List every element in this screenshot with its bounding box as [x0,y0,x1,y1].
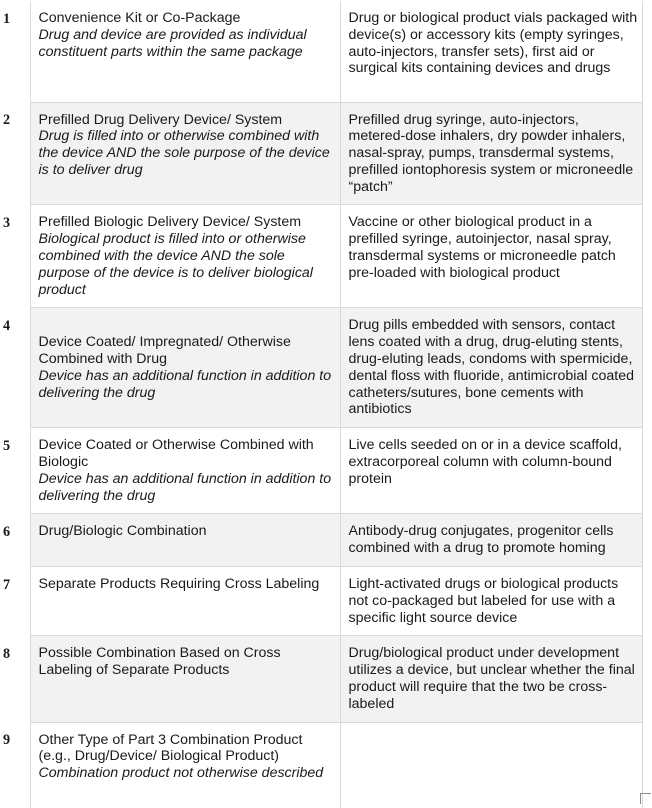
combination-type-title: Separate Products Requiring Cross Labeling [38,576,320,593]
examples-cell [340,722,642,808]
combination-type-description: Device has an additional function in addition to delivering the drug [38,367,332,401]
row-number: 8 [3,645,11,662]
row-number: 5 [3,437,11,454]
combination-type-cell [30,205,340,308]
combination-type-title: Prefilled Biologic Delivery Device/ System [38,214,302,231]
combination-type-title: Possible Combination Based on Cross Labeling of Separate Products [38,645,281,679]
table-row [0,205,642,308]
table-row [0,1,642,102]
examples-cell: Prefilled drug syringe, auto-injectors, metered-dose inhalers, dry powder inhalers, nasal-spray, pumps, transdermal systems, prefilled iontophoresis system or microneedle “patch” [340,102,642,205]
row-number: 7 [3,576,11,593]
combination-type-title: Convenience Kit or Co-Package [38,10,241,26]
examples-cell: Live cells seeded on or in a device scaffold, extracorporeal column with column-bound protein [340,428,642,514]
table-resize-handle[interactable] [640,793,651,804]
examples-cell: Antibody-drug conjugates, progenitor cells combined with a drug to promote homing [340,514,642,567]
combination-type-cell [30,308,340,428]
row-number: 9 [3,732,11,749]
examples-cell: Drug pills embedded with sensors, contact lens coated with a drug, drug-eluting stents, drug-eluting leads, condoms with spermicide, dental floss with fluoride, antimicrobial coated catheters/sutures, bone cements with antibiotics [340,308,642,428]
table-row [0,722,642,808]
table-row [0,102,642,205]
row-number: 1 [3,11,11,27]
combination-type-title: Prefilled Drug Delivery Device/ System [38,111,283,128]
combination-type-description: Drug is filled into or otherwise combined with the device AND the sole purpose of the device is to deliver drug [38,128,330,178]
examples-cell: Drug/biological product under development utilizes a device, but unclear whether the final product will require that the two be cross-labeled [340,636,642,722]
row-number: 4 [3,317,11,334]
table-row [0,308,642,428]
combination-type-title: Other Type of Part 3 Combination Product (e.g., Drug/Device/ Biological Product) [38,731,303,765]
combination-type-description: Drug and device are provided as individual constituent parts within the same package [38,26,307,60]
examples-cell: Vaccine or other biological product in a prefilled syringe, autoinjector, nasal spray, transdermal systems or microneedle patch pre-loaded with biological product [340,205,642,308]
combination-type-cell [30,722,340,808]
examples-cell: Drug or biological product vials packaged with device(s) or accessory kits (empty syringes, auto-injectors, transfer sets), first aid or surgical kits containing devices and drugs [340,1,642,102]
combination-type-cell [30,428,340,514]
combination-type-title: Drug/Biologic Combination [38,523,207,540]
table-row [0,567,642,636]
examples-cell: Light-activated drugs or biological products not co-packaged but labeled for use with a specific light source device [340,567,642,636]
combination-type-cell [30,567,340,636]
combination-type-title: Device Coated/ Impregnated/ Otherwise Combined with Drug [38,334,291,368]
table-row [0,636,642,722]
combination-type-cell [30,636,340,722]
combination-type-title: Device Coated or Otherwise Combined with Biologic [38,437,314,471]
row-number: 2 [3,112,11,128]
combination-product-table [0,1,643,808]
combination-type-description: Device has an additional function in addition to delivering the drug [38,470,332,504]
table-row [0,514,642,567]
cell-spacer [39,317,334,334]
combination-type-description: Combination product not otherwise described [38,765,324,782]
combination-type-cell [30,102,340,205]
table-row [0,428,642,514]
row-number: 6 [3,523,11,540]
row-number: 3 [3,214,11,231]
combination-type-cell [30,1,340,102]
combination-type-description: Biological product is filled into or otherwise combined with the device AND the sole purpose of the device is to deliver biological product [38,231,313,298]
combination-type-cell [30,514,340,567]
